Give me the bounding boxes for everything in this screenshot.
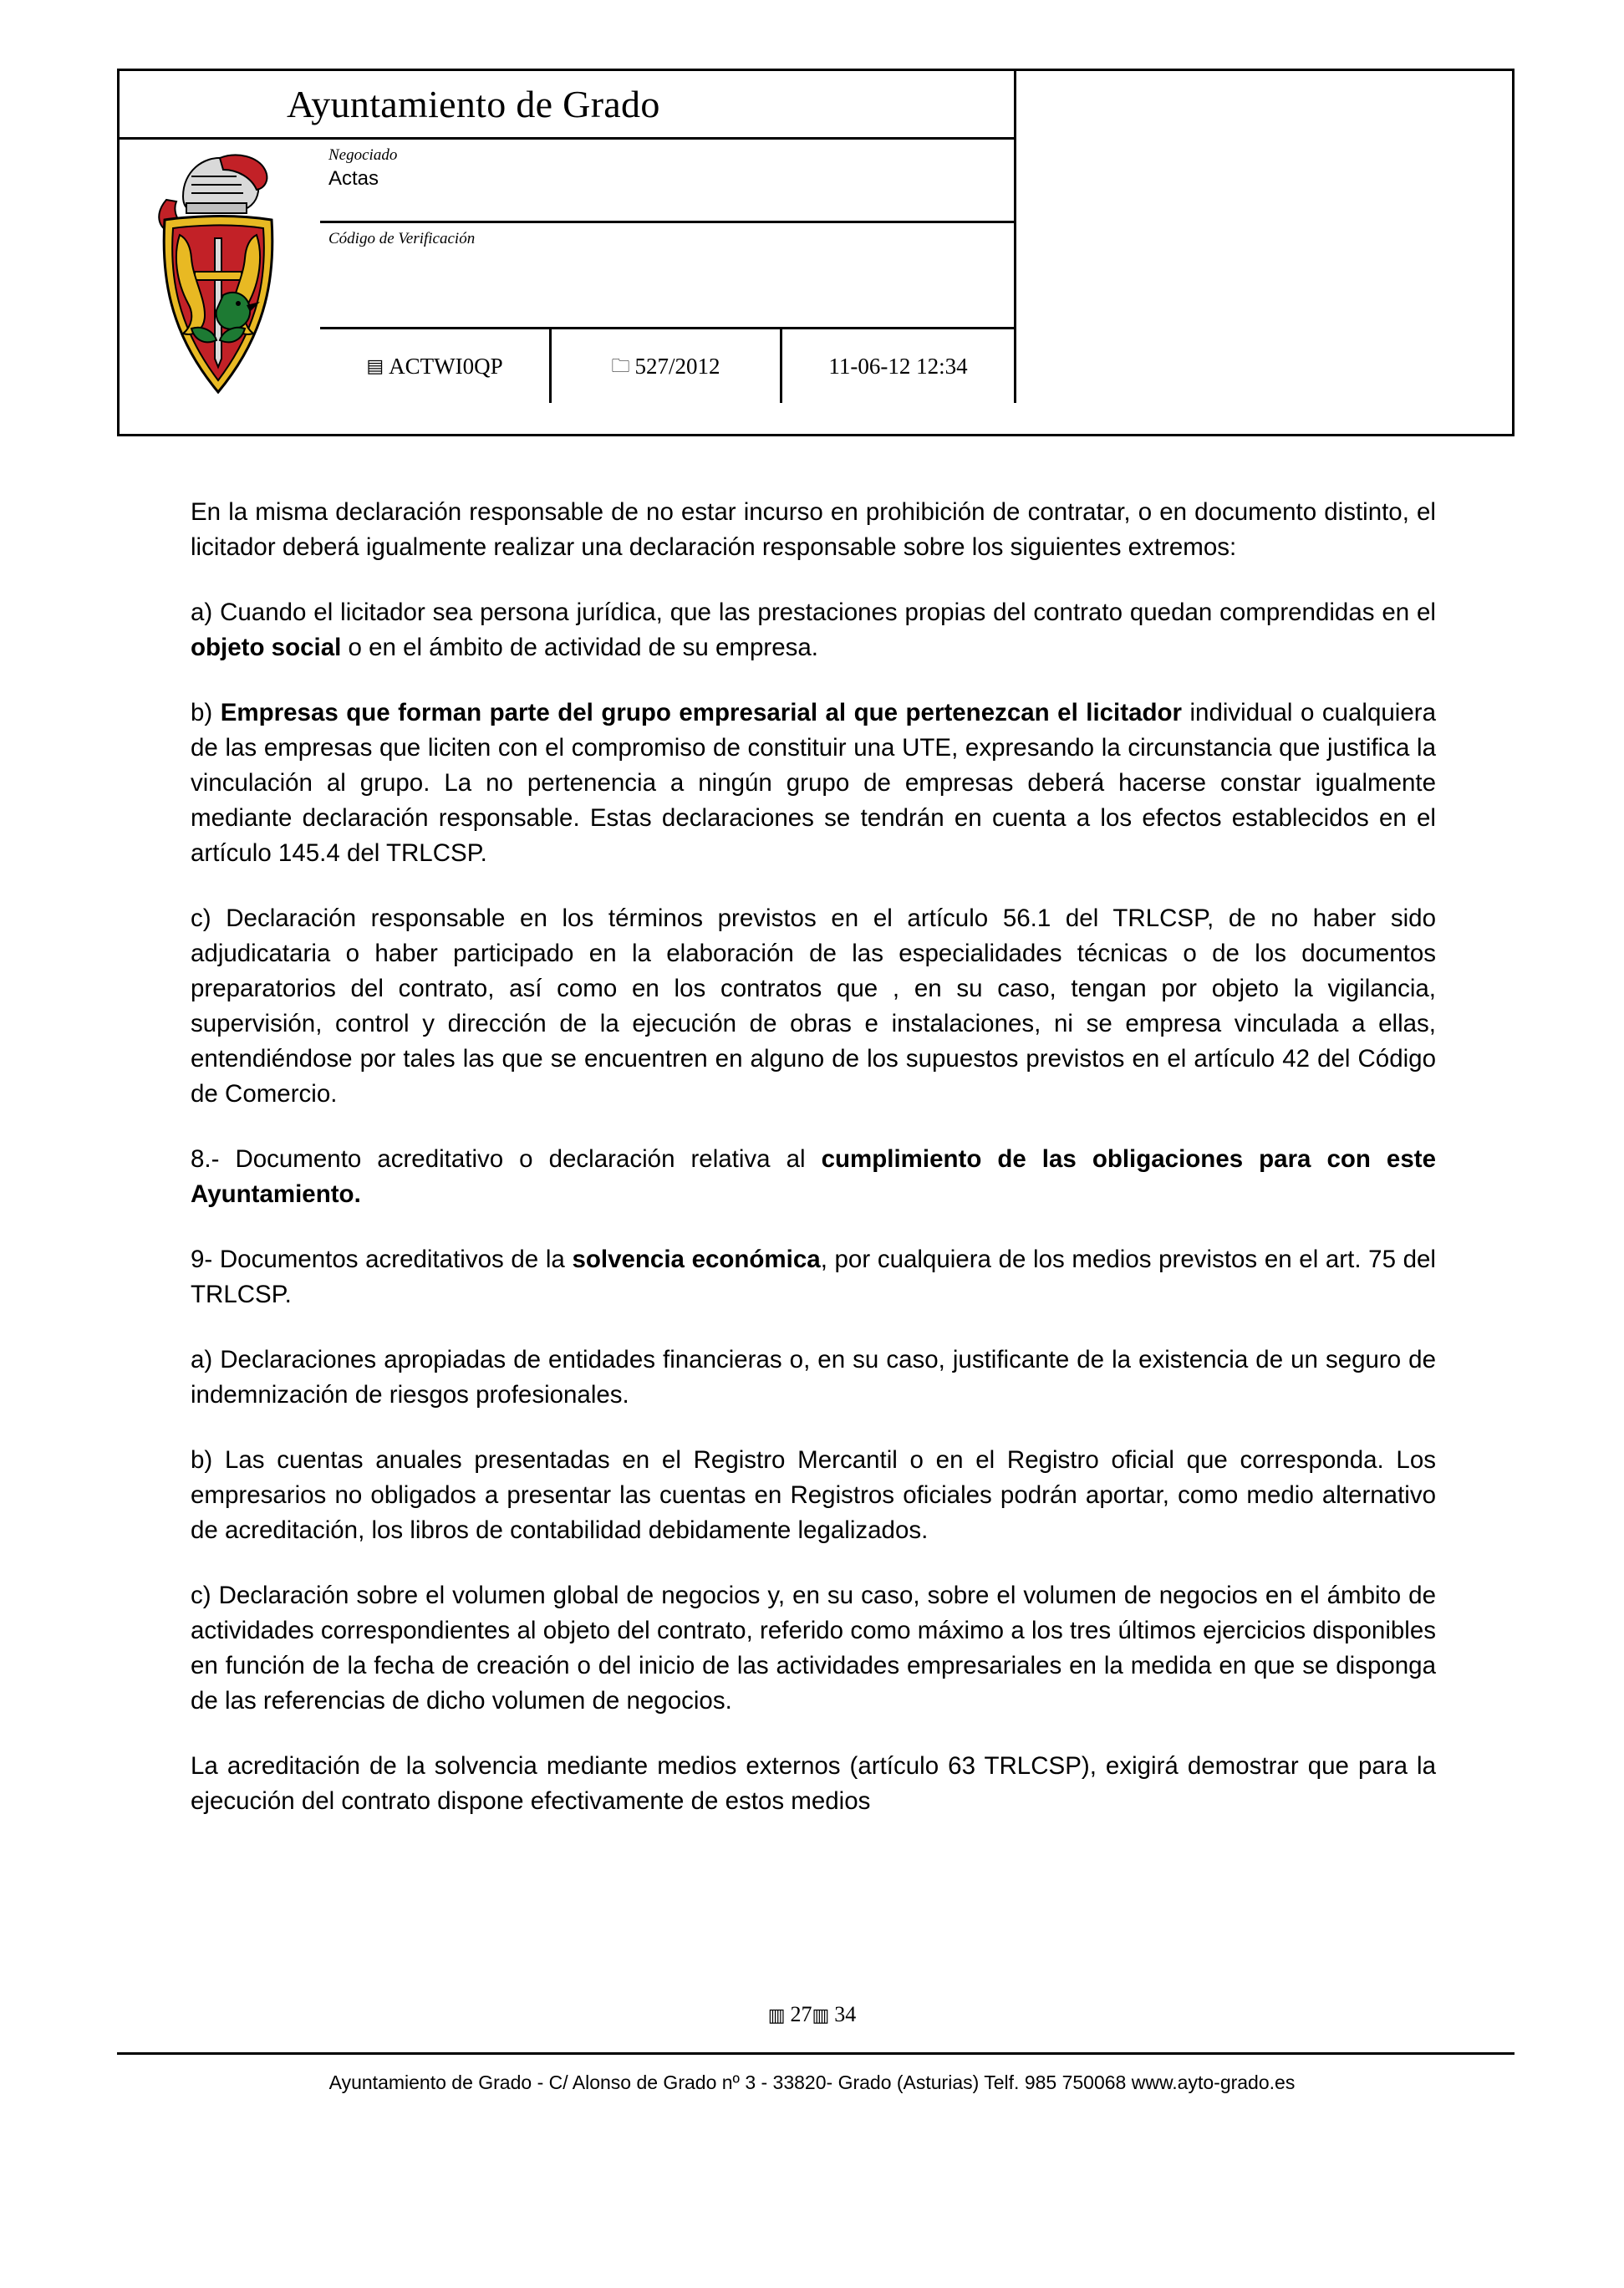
page-number: [0, 2002, 1624, 2027]
footer-contact-info: Ayuntamiento de Grado - C/ Alonso de Grado nº 3 - 33820- Grado (Asturias) Telf. 985 750068 www.ayto-grado.es: [328, 2071, 1296, 2093]
document-header: [117, 69, 1515, 436]
negociado-cell: [320, 140, 1016, 223]
paragraph-9-solvencia: [191, 1242, 1436, 1312]
page-title: Ayuntamiento de Grado: [287, 83, 660, 125]
verification-code-cell: [320, 329, 552, 403]
document-icon: ▤: [366, 355, 384, 376]
paragraph-b-grupo-empresarial: [191, 696, 1436, 871]
paragraph-9-bold: solvencia económica: [572, 1246, 821, 1273]
paragraph-8-bold: cumplimiento de las obligaciones para con este Ayuntamiento.: [191, 1145, 1436, 1208]
coat-of-arms-icon: [143, 148, 293, 407]
paragraph-intro: En la misma declaración responsable de no estar incurso en prohibición de contratar, o en documento distinto, el licitador deberá igualmente realizar una declaración responsable sobre los siguientes extremos:: [191, 498, 1436, 561]
codigo-verificacion-cell: [320, 223, 1016, 329]
paragraph-8-text: 8.- Documento acreditativo o declaración relativa al: [191, 1145, 822, 1173]
document-body: [191, 495, 1436, 1819]
verification-code-value: ACTWI0QP: [389, 353, 503, 379]
page-total: 34: [834, 2002, 857, 2026]
expediente-value: 527/2012: [634, 353, 720, 379]
paragraph-b-bold: Empresas que forman parte del grupo empresarial al que pertenezcan el licitador: [220, 699, 1182, 726]
header-title-cell: [120, 71, 1016, 140]
paragraph-a-bold: objeto social: [191, 634, 342, 661]
paragraph-a-entidades-financieras: a) Declaraciones apropiadas de entidades financieras o, en su caso, justificante de la existencia de un seguro de indemnización de riesgos profesionales.: [191, 1346, 1436, 1409]
paragraph-a-tail: o en el ámbito de actividad de su empresa.: [341, 634, 818, 661]
paragraph-b-marker: b): [191, 699, 221, 726]
expediente-cell: [552, 329, 782, 403]
datetime-value: 11-06-12 12:34: [828, 353, 968, 379]
paragraph-acreditacion-solvencia: La acreditación de la solvencia mediante medios externos (artículo 63 TRLCSP), exigirá demostrar que para la ejecución del contrato dispone efectivamente de estos medios: [191, 1752, 1436, 1815]
codigo-verificacion-label: Código de Verificación: [328, 230, 476, 247]
paragraph-8-obligaciones: [191, 1142, 1436, 1212]
datetime-cell: [782, 329, 1016, 403]
folder-icon: 🗀: [611, 355, 630, 376]
book-icon: ▥: [767, 2005, 786, 2026]
paragraph-a-objeto-social: [191, 595, 1436, 665]
paragraph-c-volumen-negocios: c) Declaración sobre el volumen global de negocios y, en su caso, sobre el volumen de negocios en el ámbito de actividades correspondientes al objeto del contrato, referido como máximo a los tres últimos ejercicios disponibles en función de la fecha de creación o del inicio de las actividades empresariales en la medida en que se disponga de las referencias de dicho volumen de negocios.: [191, 1582, 1436, 1715]
page-current: 27: [790, 2002, 812, 2026]
paragraph-9-text: 9- Documentos acreditativos de la: [191, 1246, 573, 1273]
book-icon-2: ▥: [812, 2005, 830, 2026]
paragraph-a-text: a) Cuando el licitador sea persona jurídica, que las prestaciones propias del contrato quedan comprendidas en el: [191, 599, 1436, 626]
paragraph-b-cuentas-anuales: b) Las cuentas anuales presentadas en el Registro Mercantil o en el Registro oficial que corresponda. Los empresarios no obligados a presentar las cuentas en Registros oficiales podrán aportar, como medio alternativo de acreditación, los libros de contabilidad debidamente legalizados.: [191, 1446, 1436, 1544]
paragraph-c-declaracion-responsable: c) Declaración responsable en los términos previstos en el artículo 56.1 del TRLCSP, de no haber sido adjudicataria o haber participado en la elaboración de las especialidades técnicas o de los documentos preparatorios del contrato, así como en los contratos que , en su caso, tengan por objeto la vigilancia, supervisión, control y dirección de la ejecución de obras e instalaciones, ni se empresa vinculada a ellas, entendiéndose por tales las que se encuentren en alguno de los supuestos previstos en el artículo 42 del Código de Comercio.: [191, 904, 1436, 1108]
negociado-label: Negociado: [328, 146, 398, 164]
footer-divider: [117, 2052, 1515, 2055]
paragraph-9-tail: , por cualquiera de los medios previstos en el art. 75 del TRLCSP.: [191, 1246, 1436, 1308]
paragraph-b-tail: individual o cualquiera de las empresas que liciten con el compromiso de constituir una UTE, expresando la circunstancia que justifica la vinculación al grupo. La no pertenencia a ningún grupo de empresas deberá hacerse constar igualmente mediante declaración responsable. Estas declaraciones se tendrán en cuenta a los efectos establecidos en el artículo 145.4 del TRLCSP.: [191, 699, 1436, 867]
negociado-value: Actas: [328, 167, 379, 190]
